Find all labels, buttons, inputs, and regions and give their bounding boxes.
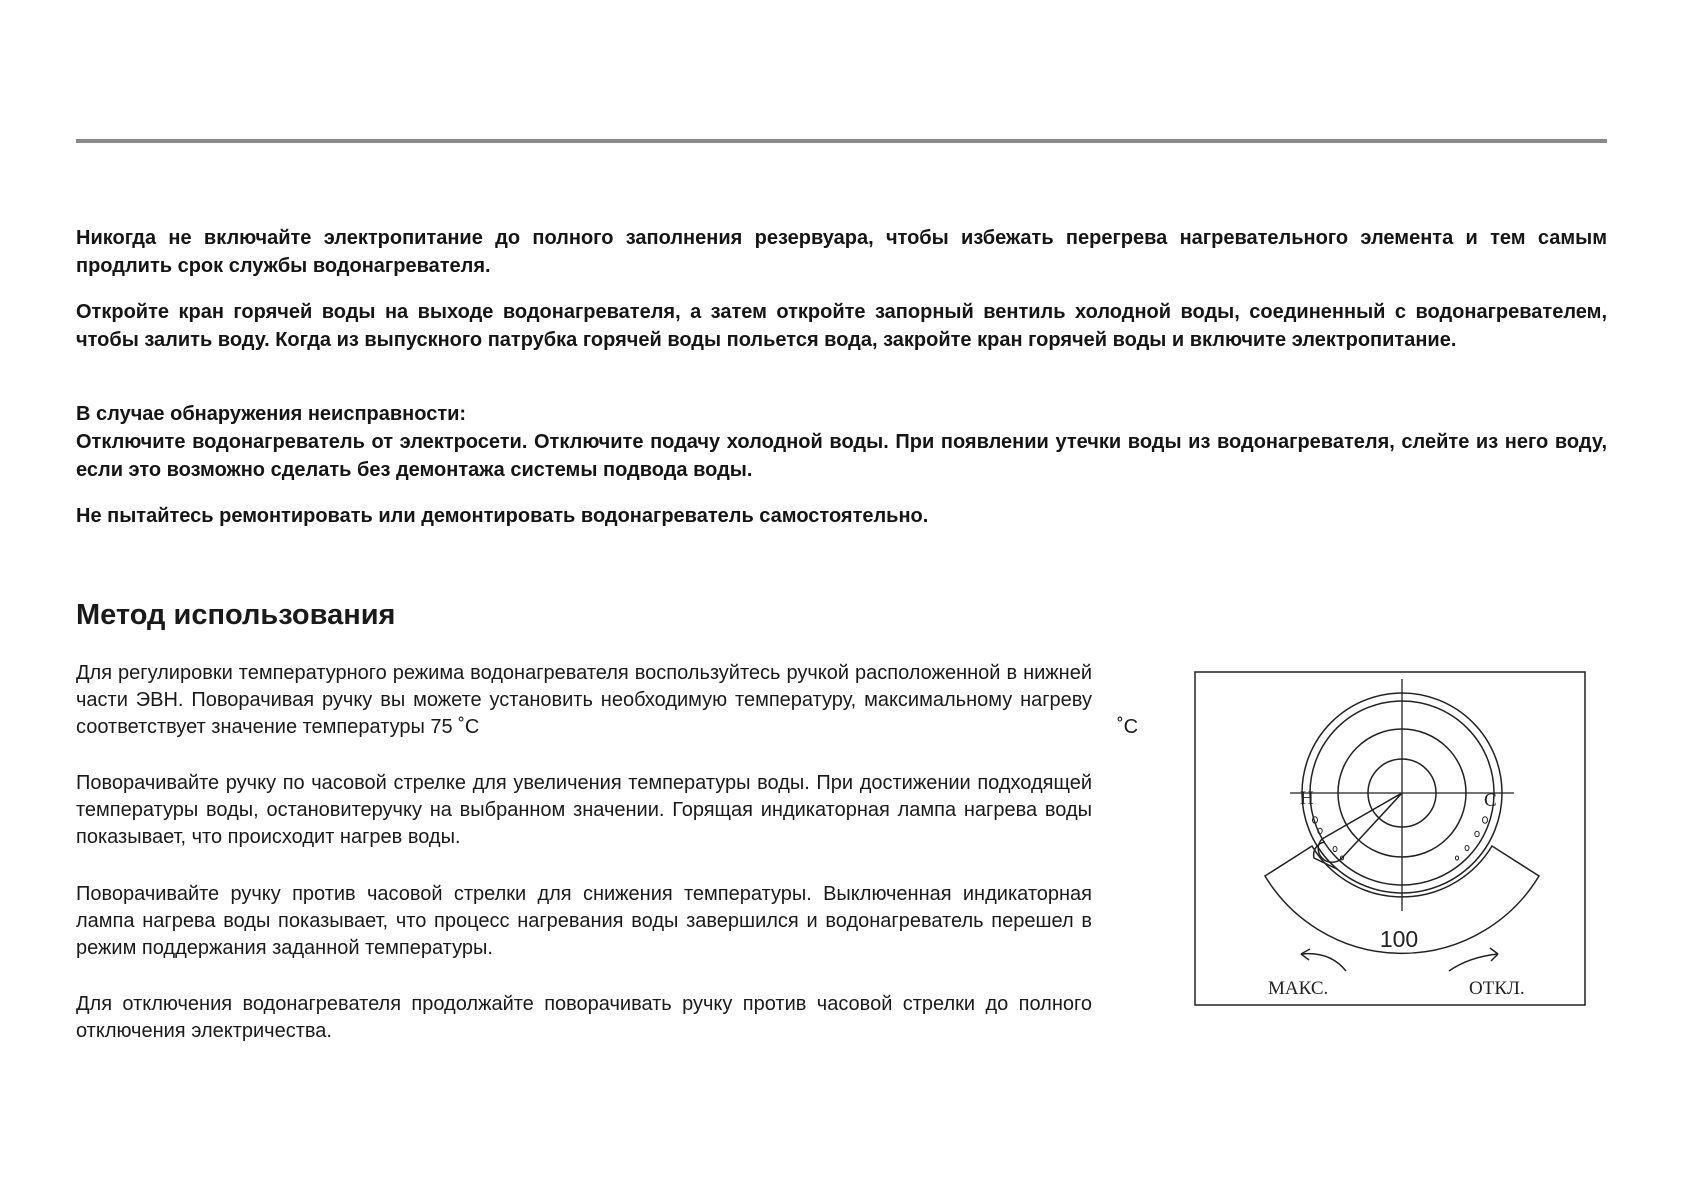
section-title: Метод использования	[76, 599, 396, 631]
header-rule	[76, 139, 1607, 143]
warning-open-valves: Откройте кран горячей воды на выходе водонагревателя, а затем откройте запорный вентиль холодной воды, соединенный с водонагревателем, чтобы залить воду. Когда из выпускного патрубка горячей воды польется вода, закройте кран горячей воды и включите электропитание.	[76, 301, 1607, 351]
warning-fault-actions: Отключите водонагреватель от электросети. Отключите подачу холодной воды. При появлении утечки воды из водонагревателя, слейте из него воду, если это возможно сделать без демонтажа системы подвода воды.	[76, 431, 1607, 481]
thermostat-knob-diagram	[1194, 671, 1586, 1006]
scale-value-label: 100	[1379, 926, 1419, 952]
warning-fault-heading: В случае обнаружения неисправности:	[76, 403, 467, 425]
warning-no-repair: Не пытайтесь ремонтировать или демонтировать водонагреватель самостоятельно.	[76, 505, 929, 527]
diagram-frame	[1195, 672, 1585, 1005]
label-max: МАКС.	[1268, 978, 1329, 999]
usage-paragraph-counterclockwise: Поворачивайте ручку против часовой стрелки для снижения температуры. Выключенная индикаторная лампа нагрева воды показывает, что процесс нагревания воды завершился и водонагреватель перешел в режим поддержания заданной температуры.	[76, 883, 1092, 959]
label-off: ОТКЛ.	[1469, 978, 1525, 999]
label-h: H	[1300, 788, 1314, 809]
arrow-off-icon	[1449, 954, 1498, 971]
warning-fill-tank: Никогда не включайте электропитание до полного заполнения резервуара, чтобы избежать перегрева нагревательного элемента и тем самым продлить срок службы водонагревателя.	[76, 227, 1607, 277]
label-c: C	[1484, 790, 1497, 811]
usage-paragraph-shutdown: Для отключения водонагревателя продолжайте поворачивать ручку против часовой стрелки до полного отключения электричества.	[76, 993, 1092, 1042]
arrow-max-icon	[1301, 954, 1346, 971]
usage-paragraph-clockwise: Поворачивайте ручку по часовой стрелке для увеличения температуры воды. При достижении подходящей температуры воды, остановитеручку на выбранном значении. Горящая индикаторная лампа нагрева воды показывает, что происходит нагрев воды.	[76, 772, 1092, 848]
degree-note: ˚C	[1117, 716, 1139, 738]
usage-paragraph-regulation: Для регулировки температурного режима водонагревателя воспользуйтесь ручкой расположенной в нижней части ЭВН. Поворачивая ручку вы можете установить необходимую температуру, максимальному нагреву соответствует значение температуры 75 ˚C	[76, 662, 1092, 738]
